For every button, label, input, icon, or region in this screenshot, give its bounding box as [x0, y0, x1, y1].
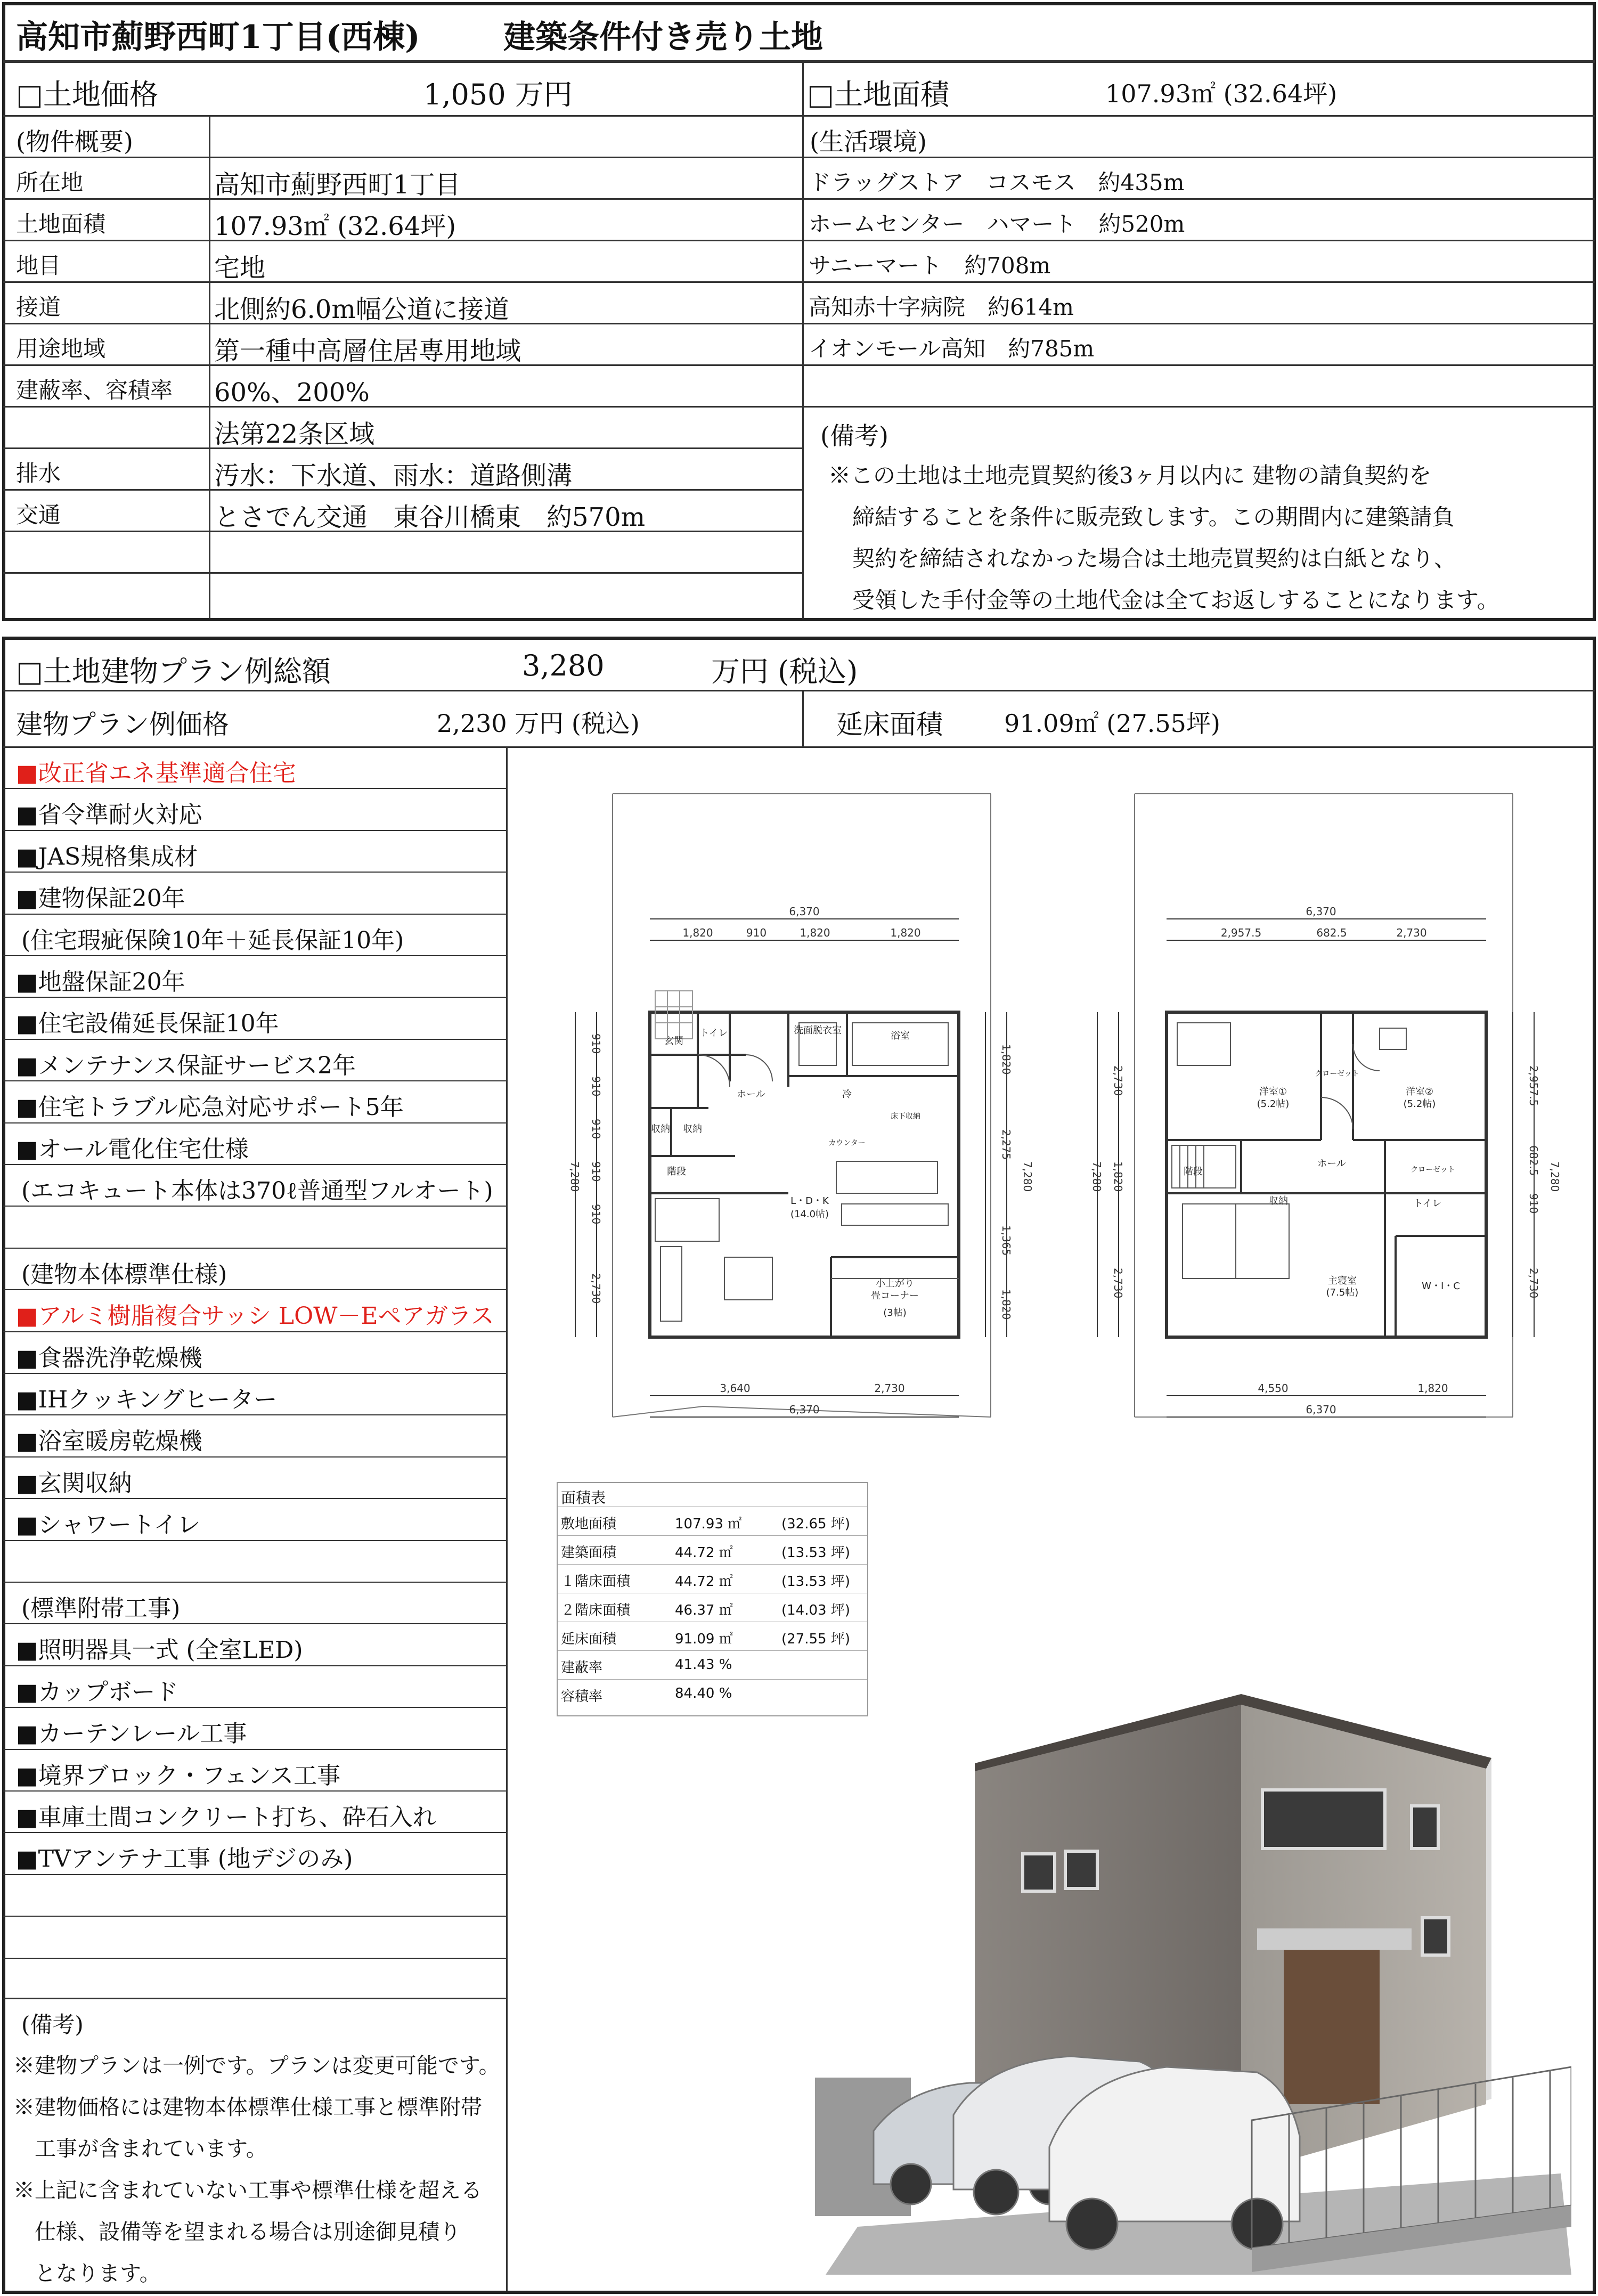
dim-label: 910: [590, 1119, 602, 1139]
page-title: 高知市薊野西町1丁目(西棟): [16, 19, 420, 56]
dim-label: 2,957.5: [1527, 1065, 1540, 1106]
feature-item: ■車庫土間コンクリート打ち、砕石入れ: [16, 1804, 436, 1831]
land-note-line: 契約を締結されなかった場合は土地売買契約は白紙となり、: [852, 545, 1457, 572]
divider: [802, 690, 804, 746]
land-notes-heading: (備考): [820, 421, 888, 450]
divider: [3, 115, 1595, 117]
land-note-line: ※この土地は土地売買契約後3ヶ月以内に 建物の請負契約を: [828, 462, 1432, 488]
feature-item: ■照明器具一式 (全室LED): [16, 1636, 303, 1664]
divider: [3, 1248, 506, 1249]
plan-total-label: □土地建物プラン例総額: [16, 655, 331, 688]
property-row-label: 所在地: [16, 169, 84, 196]
room-label: 階段: [1184, 1166, 1203, 1177]
dim-label: 1,820: [1000, 1289, 1013, 1320]
dim-label: 2,957.5: [1220, 926, 1262, 939]
divider: [558, 1650, 867, 1651]
area-row-label: 容積率: [561, 1689, 603, 1705]
feature-item: ■玄関収納: [16, 1469, 132, 1497]
feature-item: ■JAS規格集成材: [16, 843, 198, 870]
dim-label: 3,640: [720, 1382, 751, 1395]
divider: [3, 1916, 506, 1917]
divider: [3, 447, 802, 449]
feature-item: ■改正省エネ基準適合住宅: [16, 760, 296, 787]
divider: [209, 115, 210, 618]
environment-heading: (生活環境): [810, 127, 927, 156]
area-row-value: 91.09 ㎡: [675, 1631, 733, 1647]
dim-label: 1,820: [1112, 1161, 1124, 1192]
divider: [802, 364, 1595, 366]
area-row-tsubo: (13.53 坪): [781, 1545, 850, 1561]
room-label: 洗面脱衣室: [794, 1025, 842, 1036]
divider: [3, 281, 802, 283]
feature-item: ■住宅トラブル応急対応サポート5年: [16, 1094, 404, 1121]
feature-item: ■地盤保証20年: [16, 968, 185, 996]
room-label: 小上がり: [876, 1278, 914, 1289]
dim-label: 7,280: [568, 1161, 581, 1192]
room-label: 主寝室: [1328, 1275, 1357, 1287]
dim-label: 7,280: [1090, 1161, 1103, 1192]
feature-item: ■浴室暖房乾燥機: [16, 1428, 202, 1455]
room-label: (7.5帖): [1326, 1287, 1359, 1298]
divider: [3, 1331, 506, 1332]
land-area-value: 107.93㎡ (32.64坪): [1105, 79, 1338, 108]
area-row-value: 41.43 %: [675, 1657, 732, 1673]
room-label: 玄関: [664, 1036, 683, 1047]
dim-label: 1,820: [800, 926, 830, 939]
feature-item: ■メンテナンス保証サービス2年: [16, 1052, 356, 1079]
divider: [3, 1289, 506, 1290]
plan-note-line: 仕様、設備等を望まれる場合は別途御見積り: [13, 2220, 461, 2244]
area-row-value: 46.37 ㎡: [675, 1602, 733, 1618]
dim-label: 4,550: [1258, 1382, 1289, 1395]
room-label: L・D・K: [790, 1195, 829, 1207]
dim-label: 910: [590, 1076, 602, 1097]
room-label: トイレ: [1413, 1198, 1442, 1209]
divider: [3, 1582, 506, 1583]
property-row-value: 60%、200%: [214, 378, 370, 408]
dim-label: 910: [1527, 1193, 1540, 1214]
room-label: トイレ: [699, 1028, 728, 1039]
plan-note-line: ※上記に含まれていない工事や標準仕様を超える: [13, 2178, 482, 2203]
feature-item: ■住宅設備延長保証10年: [16, 1010, 279, 1038]
plan-note-line: ※建物プランは一例です。プランは変更可能です。: [13, 2054, 500, 2078]
dim-label: 2,730: [1112, 1065, 1124, 1096]
feature-item: ■食器洗浄乾燥機: [16, 1344, 202, 1372]
plan-total-unit: 万円 (税込): [711, 655, 858, 688]
feature-item: ■オール電化住宅仕様: [16, 1135, 249, 1163]
room-label: 冷: [842, 1089, 852, 1100]
plan-note-line: ※建物価格には建物本体標準仕様工事と標準附帯: [13, 2095, 482, 2120]
area-row-tsubo: (32.65 坪): [781, 1516, 850, 1532]
floor-plan-2f: [1065, 778, 1571, 1449]
room-label: クローゼット: [1315, 1070, 1359, 1078]
divider: [3, 60, 1595, 63]
house-rendering: [794, 1694, 1571, 2275]
room-label: 収納: [683, 1123, 702, 1135]
dim-label: 1,820: [1417, 1382, 1448, 1395]
divider: [3, 914, 506, 915]
plan-total-value: 3,280: [522, 649, 605, 682]
dim-label: 2,730: [1527, 1268, 1540, 1299]
divider: [3, 872, 506, 873]
building-price-label: 建物プラン例価格: [16, 709, 229, 740]
room-label: (3帖): [883, 1307, 907, 1318]
divider: [558, 1564, 867, 1565]
property-row-value: とさでん交通 東谷川橋東 約570m: [214, 502, 646, 532]
dim-label: 2,730: [874, 1382, 905, 1395]
area-row-value: 107.93 ㎡: [675, 1516, 742, 1532]
property-row-value: 107.93㎡ (32.64坪): [214, 211, 456, 241]
feature-item: (建物本体標準仕様): [21, 1260, 227, 1288]
divider: [3, 746, 1595, 748]
area-table: [557, 1482, 868, 1716]
dim-label: 6,370: [789, 905, 820, 918]
property-row-label: 交通: [16, 502, 61, 528]
divider: [3, 1080, 506, 1081]
environment-item: イオンモール高知 約785m: [809, 336, 1095, 362]
dim-label: 1,820: [682, 926, 713, 939]
feature-item: (住宅瑕疵保険10年＋延長保証10年): [21, 926, 404, 954]
area-row-tsubo: (27.55 坪): [781, 1631, 850, 1647]
dim-label: 2,730: [1396, 926, 1427, 939]
environment-item: 高知赤十字病院 約614m: [809, 294, 1074, 320]
divider: [802, 323, 1595, 324]
area-row-tsubo: (14.03 坪): [781, 1602, 850, 1618]
room-label: (5.2帖): [1257, 1098, 1290, 1110]
divider: [558, 1535, 867, 1536]
area-row-tsubo: (13.53 坪): [781, 1574, 850, 1590]
divider: [3, 1749, 506, 1750]
property-row-label: 建蔽率、容積率: [16, 377, 173, 403]
room-label: 階段: [667, 1166, 686, 1177]
dim-label: 910: [746, 926, 767, 939]
dim-label: 2,730: [1112, 1268, 1124, 1299]
property-row-label: 用途地域: [16, 336, 106, 362]
property-row-value: 北側約6.0m幅公道に接道: [214, 295, 509, 324]
property-row-value: 高知市薊野西町1丁目: [214, 170, 461, 200]
divider: [802, 406, 1595, 408]
feature-item: ■建物保証20年: [16, 885, 185, 913]
feature-item: ■カップボード: [16, 1678, 179, 1706]
divider: [3, 955, 506, 956]
area-row-label: ２階床面積: [561, 1602, 631, 1618]
room-label: (5.2帖): [1403, 1098, 1436, 1110]
divider: [3, 1206, 506, 1207]
room-label: 洋室②: [1405, 1086, 1434, 1097]
divider: [3, 830, 506, 831]
divider: [3, 1623, 506, 1624]
divider: [3, 1665, 506, 1666]
land-note-line: 締結することを条件に販売致します。この期間内に建築請負: [852, 504, 1455, 530]
property-row-label: 接道: [16, 294, 61, 320]
floor-area-label: 延床面積: [836, 709, 943, 740]
dim-label: 682.5: [1527, 1145, 1540, 1176]
room-label: W・I・C: [1422, 1281, 1460, 1292]
property-row-value: 第一種中高層住居専用地域: [214, 336, 521, 366]
divider: [3, 1958, 506, 1959]
divider: [3, 1039, 506, 1040]
environment-item: ホームセンター ハマート 約520m: [809, 211, 1185, 237]
divider: [802, 63, 804, 618]
floor-plan-1f: [533, 778, 1039, 1449]
divider: [3, 1373, 506, 1374]
dim-label: 1,365: [1000, 1225, 1013, 1256]
land-note-line: 受領した手付金等の土地代金は全てお返しすることになります。: [852, 587, 1499, 613]
plan-notes-heading: (備考): [21, 2012, 84, 2038]
feature-item: ■アルミ樹脂複合サッシ LOW－Eペアガラス: [16, 1302, 494, 1330]
property-row-label: 土地面積: [16, 211, 106, 237]
room-label: カウンター: [828, 1139, 866, 1147]
divider: [802, 281, 1595, 283]
area-row-label: 建蔽率: [561, 1660, 603, 1676]
area-row-value: 44.72 ㎡: [675, 1545, 733, 1561]
feature-item: (エコキュート本体は370ℓ普通型フルオート): [21, 1177, 493, 1204]
divider: [558, 1679, 867, 1680]
divider: [3, 690, 1595, 691]
feature-item: (標準附帯工事): [21, 1595, 181, 1622]
plan-note-line: 工事が含まれています。: [13, 2137, 267, 2161]
plan-note-line: となります。: [13, 2261, 161, 2286]
divider: [3, 1164, 506, 1165]
property-row-label: 排水: [16, 460, 61, 486]
feature-item: ■省令準耐火対応: [16, 801, 202, 829]
divider: [3, 997, 506, 998]
floor-area-value: 91.09㎡ (27.55坪): [1004, 709, 1220, 738]
divider: [3, 1998, 506, 1999]
area-row-label: 建築面積: [561, 1545, 617, 1561]
divider: [3, 1122, 506, 1123]
room-label: (14.0帖): [790, 1209, 829, 1220]
page-subtitle: 建築条件付き売り土地: [503, 19, 823, 56]
divider: [3, 1540, 506, 1541]
divider: [802, 240, 1595, 241]
room-label: 浴室: [891, 1030, 910, 1041]
area-row-label: 延床面積: [561, 1631, 617, 1647]
dim-label: 910: [590, 1204, 602, 1225]
environment-item: サニーマート 約708m: [809, 253, 1051, 279]
divider: [3, 1790, 506, 1792]
property-row-value: 法第22条区域: [214, 419, 375, 449]
feature-item: ■境界ブロック・フェンス工事: [16, 1762, 341, 1789]
dim-label: 7,280: [1548, 1161, 1561, 1192]
area-table-title: 面積表: [561, 1489, 606, 1507]
feature-item: ■IHクッキングヒーター: [16, 1386, 278, 1413]
room-label: 畳コーナー: [871, 1290, 919, 1301]
dim-label: 1,820: [890, 926, 921, 939]
room-label: 洋室①: [1259, 1086, 1287, 1097]
area-row-label: １階床面積: [561, 1574, 631, 1590]
feature-item: ■TVアンテナ工事 (地デジのみ): [16, 1845, 353, 1873]
dim-label: 682.5: [1316, 926, 1347, 939]
dim-label: 6,370: [1306, 905, 1336, 918]
feature-item: ■カーテンレール工事: [16, 1720, 247, 1748]
dim-label: 1,820: [1000, 1044, 1013, 1075]
feature-item: ■シャワートイレ: [16, 1511, 201, 1539]
divider: [3, 1414, 506, 1415]
property-heading: (物件概要): [16, 127, 133, 156]
dim-label: 910: [590, 1161, 602, 1182]
dim-label: 7,280: [1021, 1161, 1034, 1192]
property-row-label: 地目: [16, 253, 61, 279]
land-price-value: 1,050 万円: [423, 78, 573, 111]
divider: [3, 1498, 506, 1499]
property-row-value: 宅地: [214, 253, 266, 283]
room-label: クローゼット: [1411, 1166, 1455, 1174]
building-price-value: 2,230 万円 (税込): [437, 709, 640, 738]
room-label: 床下収納: [891, 1112, 920, 1121]
divider: [3, 1874, 506, 1875]
divider: [3, 572, 802, 574]
dim-label: 2,275: [1000, 1129, 1013, 1160]
room-label: 収納: [651, 1123, 670, 1135]
dim-label: 910: [590, 1033, 602, 1054]
divider: [3, 1832, 506, 1833]
area-row-value: 84.40 %: [675, 1686, 732, 1701]
land-price-label: □土地価格: [16, 78, 159, 111]
room-label: 収納: [1269, 1195, 1288, 1207]
area-row-label: 敷地面積: [561, 1516, 617, 1532]
divider: [802, 198, 1595, 200]
divider: [3, 1456, 506, 1458]
divider: [506, 746, 508, 2291]
dim-label: 6,370: [1306, 1403, 1336, 1416]
room-label: ホール: [737, 1089, 765, 1100]
divider: [3, 788, 506, 789]
land-area-label: □土地面積: [807, 78, 950, 111]
dim-label: 2,730: [590, 1273, 602, 1304]
room-label: ホール: [1317, 1158, 1346, 1169]
dim-label: 6,370: [789, 1403, 820, 1416]
property-row-value: 汚水：下水道、雨水：道路側溝: [214, 461, 573, 491]
divider: [3, 1707, 506, 1708]
divider: [3, 406, 802, 408]
environment-item: ドラッグストア コスモス 約435m: [809, 169, 1185, 196]
area-row-value: 44.72 ㎡: [675, 1574, 733, 1590]
